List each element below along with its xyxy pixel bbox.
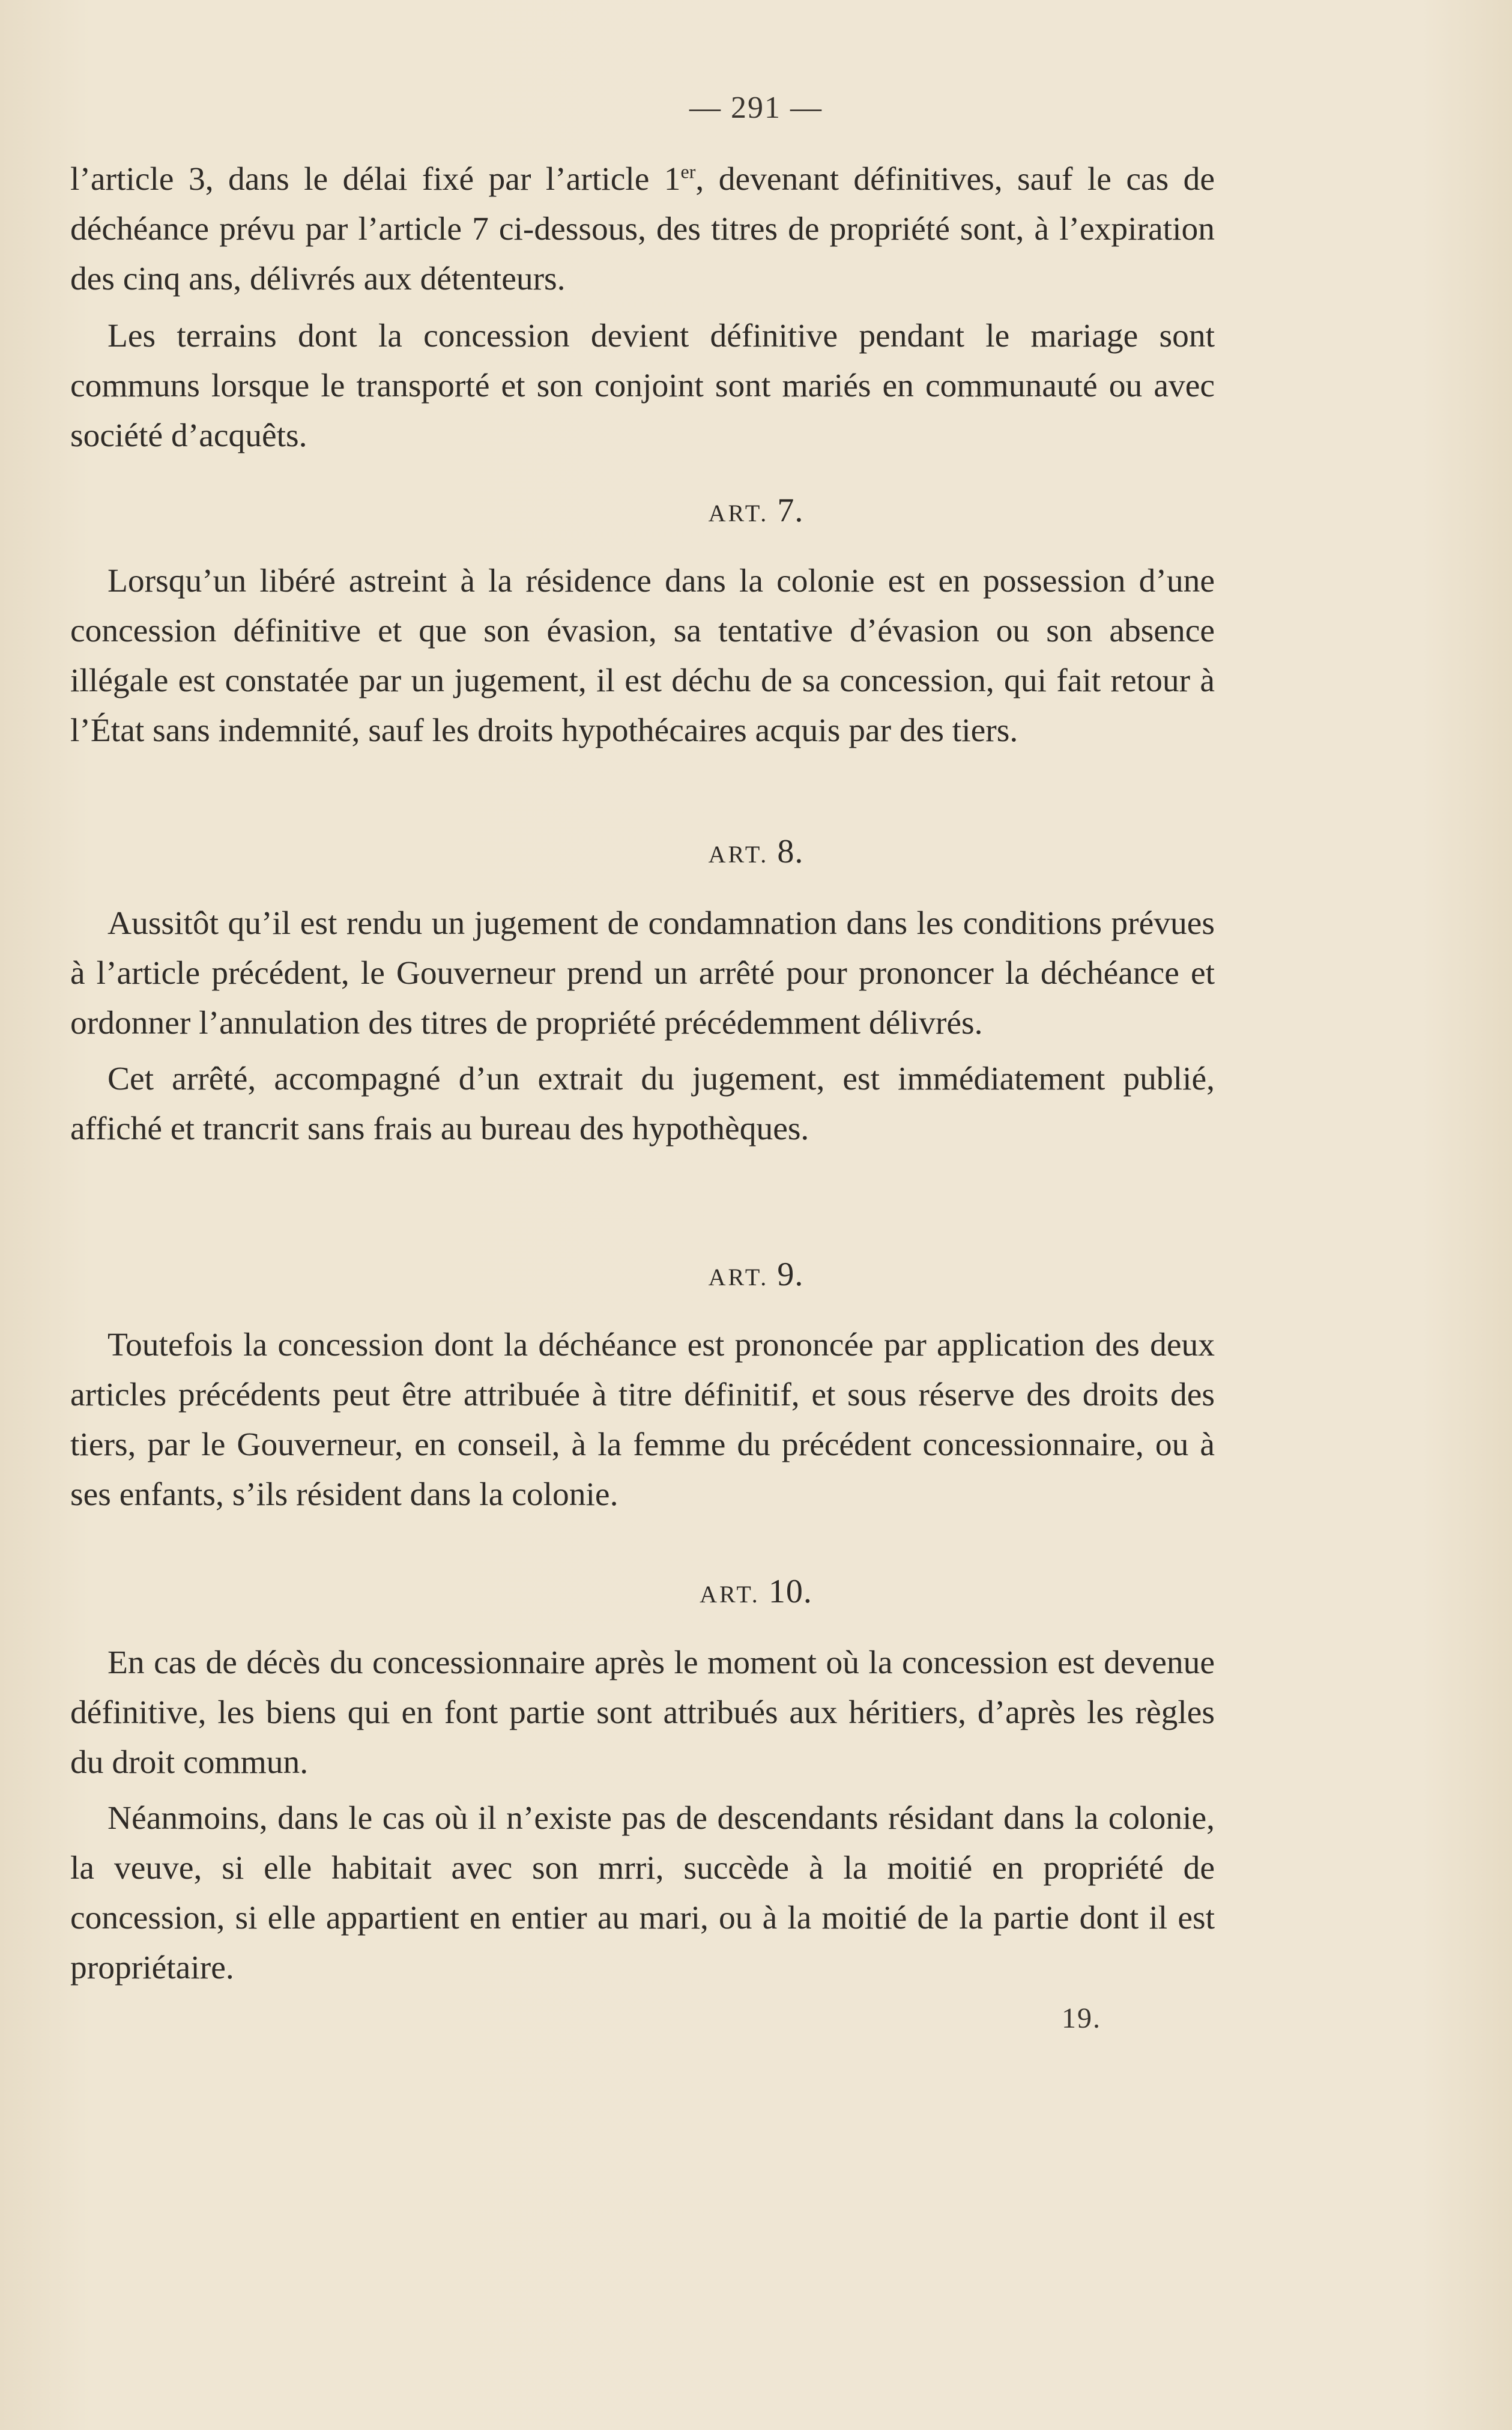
article-9-body [70, 1320, 1215, 1520]
article-number: 7. [777, 492, 804, 529]
signature-mark: 19. [1062, 2002, 1101, 2034]
paragraph-text: En cas de décès du concessionnaire après le moment où la concession est devenue définitive, les biens qui en font partie sont attribués aux héritiers, d’après les règles du droit commun. [70, 1644, 1215, 1781]
article-label: ART. [700, 1581, 760, 1608]
paragraph-text: Toutefois la concession dont la déchéance est prononcée par application des deux articles précédents peut être attribuée à titre définitif, et sous réserve des droits des tiers, par le Gouverneur, en conseil, à la femme du précédent concessionnaire, ou à ses enfants, s’ils résident dans la colonie. [70, 1327, 1215, 1513]
article-7-body [70, 556, 1215, 756]
paragraph-text: Cet arrêté, accompagné d’un extrait du jugement, est immédiatement publié, affiché et trancrit sans frais au bureau des hypothèques. [70, 1061, 1215, 1147]
article-label: ART. [708, 1264, 769, 1291]
article-9-heading [0, 1255, 1512, 1294]
paragraph-text: Lorsqu’un libéré astreint à la résidence dans la colonie est en possession d’une concession définitive et que son évasion, sa tentative d’évasion ou son absence illégale est constatée par un jugement, il est déchu de sa concession, qui fait retour à l’État sans indemnité, sauf les droits hypothécaires acquis par des tiers. [70, 563, 1215, 749]
article-number: 10. [768, 1573, 812, 1610]
article-label: ART. [708, 841, 769, 868]
superscript-er: er [680, 160, 696, 183]
article-7-heading [0, 491, 1512, 530]
article-10-body [70, 1638, 1215, 1993]
page-number: — 291 — [689, 91, 823, 125]
article-8-heading [0, 832, 1512, 871]
terrains-paragraph [70, 311, 1215, 461]
paragraph-text: Aussitôt qu’il est rendu un jugement de condamnation dans les conditions prévues à l’article précédent, le Gouverneur prend un arrêté pour prononcer la déchéance et ordonner l’annulation des titres de propriété précédemment délivrés. [70, 905, 1215, 1041]
continuation-paragraph [70, 154, 1215, 304]
article-label: ART. [708, 500, 769, 527]
article-8-body [70, 898, 1215, 1154]
paragraph-text: Néanmoins, dans le cas où il n’existe pas de descendants résidant dans la colonie, la veuve, si elle habitait avec son mrri, succède à la moitié en propriété de concession, si elle appartient en entier au mari, ou à la moitié de la partie dont il est propriétaire. [70, 1800, 1215, 1986]
paragraph-text: Les terrains dont la concession devient définitive pendant le mariage sont communs lorsque le transporté et son conjoint sont mariés en communauté ou avec société d’acquêts. [70, 318, 1215, 454]
article-number: 8. [777, 833, 804, 870]
continuation-text-after: , devenant définitives, sauf le cas de déchéance prévu par l’article 7 ci-dessous, des titres de propriété sont, à l’expiration des cinq ans, délivrés aux détenteurs. [70, 161, 1215, 297]
article-10-heading [0, 1572, 1512, 1611]
continuation-text-before: l’article 3, dans le délai fixé par l’article 1 [70, 161, 681, 198]
article-number: 9. [777, 1256, 804, 1293]
